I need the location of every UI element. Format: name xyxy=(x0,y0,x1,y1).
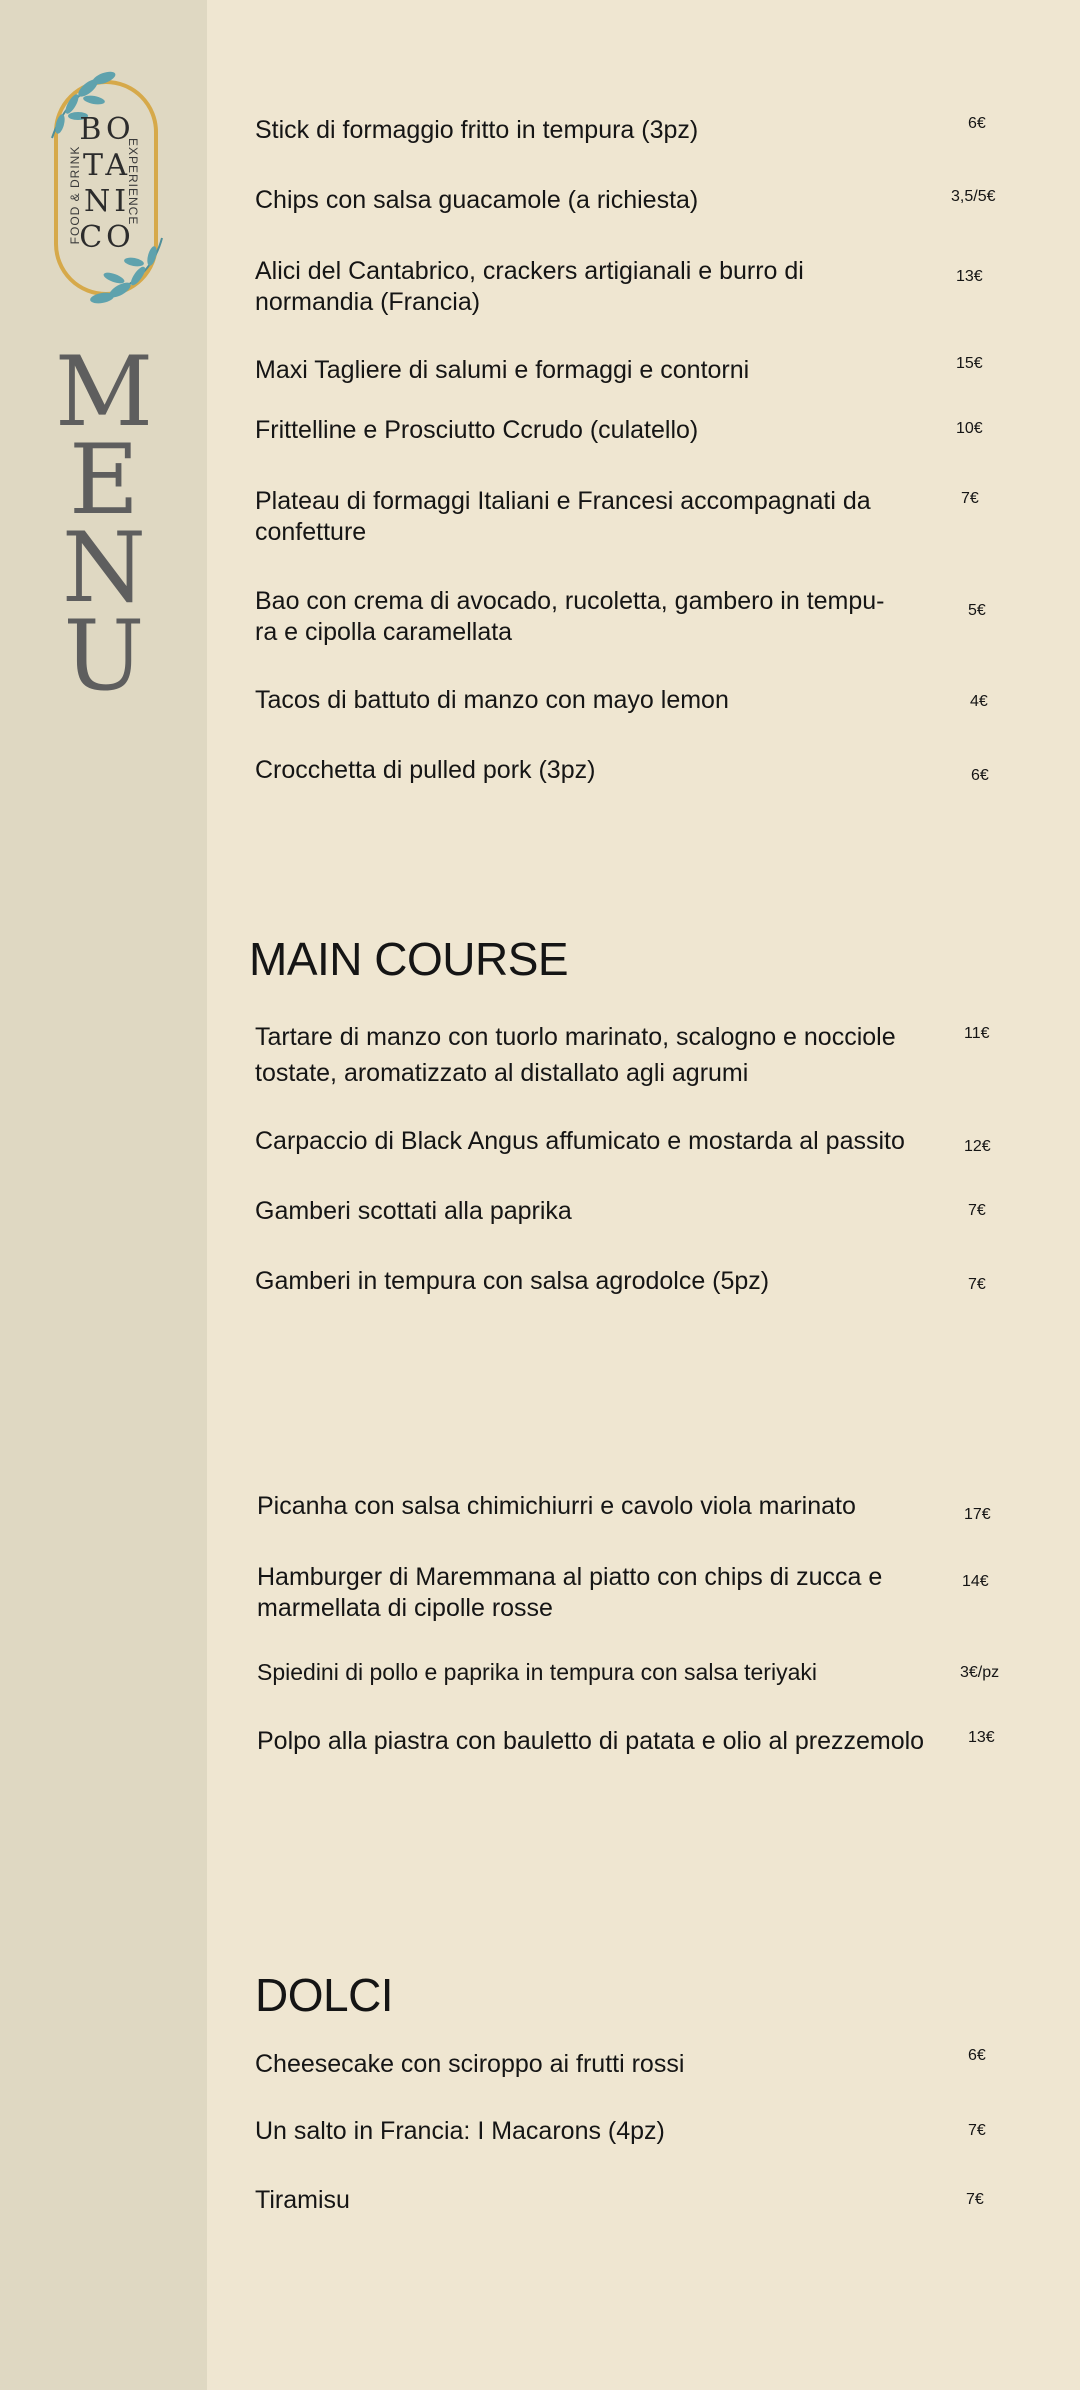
menu-item-price: 17€ xyxy=(964,1506,991,1523)
menu-item-name: Picanha con salsa chimichiurri e cavolo viola marinato xyxy=(257,1492,856,1520)
menu-item-price: 3€/pz xyxy=(960,1664,1000,1681)
menu-item-name: Crocchetta di pulled pork (3pz) xyxy=(255,756,596,784)
logo-experience-text: EXPERIENCE xyxy=(126,138,140,226)
menu-item-name: Maxi Tagliere di salumi e formaggi e contorni xyxy=(255,356,750,384)
menu-item-name: Plateau di formaggi Italiani e Francesi accompagnati da confetture xyxy=(255,487,871,546)
menu-item-price: 5€ xyxy=(968,602,986,619)
menu-item-name: Tacos di battuto di manzo con mayo lemon xyxy=(255,686,729,714)
menu-item-name: Gamberi in tempura con salsa agrodolce (5pz) xyxy=(255,1267,770,1295)
menu-item-price: 6€ xyxy=(968,115,986,132)
menu-item-name: Gamberi scottati alla paprika xyxy=(255,1197,572,1225)
menu-letter-u: U xyxy=(63,600,145,712)
botanico-logo xyxy=(42,68,172,308)
logo-word-line-4: CO xyxy=(79,220,135,255)
menu-item-price: 15€ xyxy=(956,355,983,372)
menu-item-name: Spiedini di pollo e paprika in tempura con salsa teriyaki xyxy=(257,1659,817,1685)
menu-item-name: Alici del Cantabrico, crackers artigianali e burro di normandia (Francia) xyxy=(255,257,804,316)
menu-item-name: Carpaccio di Black Angus affumicato e mostarda al passito xyxy=(255,1127,905,1155)
menu-item-name: Cheesecake con sciroppo ai frutti rossi xyxy=(255,2050,685,2078)
menu-item-price: 7€ xyxy=(961,490,979,507)
menu-item-price: 7€ xyxy=(966,2191,984,2208)
menu-item-price: 12€ xyxy=(964,1138,991,1155)
menu-item-name: Tiramisu xyxy=(255,2186,350,2214)
menu-item-name: Un salto in Francia: I Macarons (4pz) xyxy=(255,2117,665,2145)
menu-item-price: 7€ xyxy=(968,1276,986,1293)
menu-item-price: 3,5/5€ xyxy=(951,188,996,205)
menu-item-name: Hamburger di Maremmana al piatto con chips di zucca e marmellata di cipolle rosse xyxy=(257,1563,883,1622)
menu-item-name: Tartare di manzo con tuorlo marinato, scalogno e nocciole tostate, aromatizzato al distallato agli agrumi xyxy=(255,1023,896,1087)
logo-word-line-3: NI xyxy=(83,184,131,219)
menu-item-name: Chips con salsa guacamole (a richiesta) xyxy=(255,186,699,214)
menu-item-price: 6€ xyxy=(971,767,989,784)
menu-letter-m: M xyxy=(54,336,154,448)
logo-word-line-2: TA xyxy=(82,148,132,183)
menu-item-price: 13€ xyxy=(968,1729,995,1746)
section-title-main-course: MAIN COURSE xyxy=(249,933,569,985)
section-title-dolci: DOLCI xyxy=(255,1969,394,2021)
menu-item-price: 10€ xyxy=(956,420,983,437)
menu-item-price: 14€ xyxy=(962,1573,989,1590)
menu-item-price: 7€ xyxy=(968,1202,986,1219)
logo-food-drink-text: FOOD & DRINK xyxy=(68,145,82,245)
menu-item-name: Polpo alla piastra con bauletto di patata e olio al prezzemolo xyxy=(257,1727,925,1755)
menu-letter-n: N xyxy=(62,512,146,624)
menu-item-name: Stick di formaggio fritto in tempura (3pz) xyxy=(255,116,699,144)
logo-word-line-1: BO xyxy=(79,112,135,147)
menu-item-name: Frittelline e Prosciutto Ccrudo (culatello) xyxy=(255,416,699,444)
sidebar xyxy=(0,0,207,2390)
menu-item-name: Bao con crema di avocado, rucoletta, gambero in tempu-ra e cipolla caramellata xyxy=(255,587,885,646)
menu-item-price: 6€ xyxy=(968,2047,986,2064)
menu-item-price: 11€ xyxy=(964,1025,990,1042)
menu-item-price: 13€ xyxy=(956,268,983,285)
menu-letter-e: E xyxy=(68,424,140,536)
menu-item-price: 4€ xyxy=(970,693,988,710)
menu-item-price: 7€ xyxy=(968,2122,986,2139)
